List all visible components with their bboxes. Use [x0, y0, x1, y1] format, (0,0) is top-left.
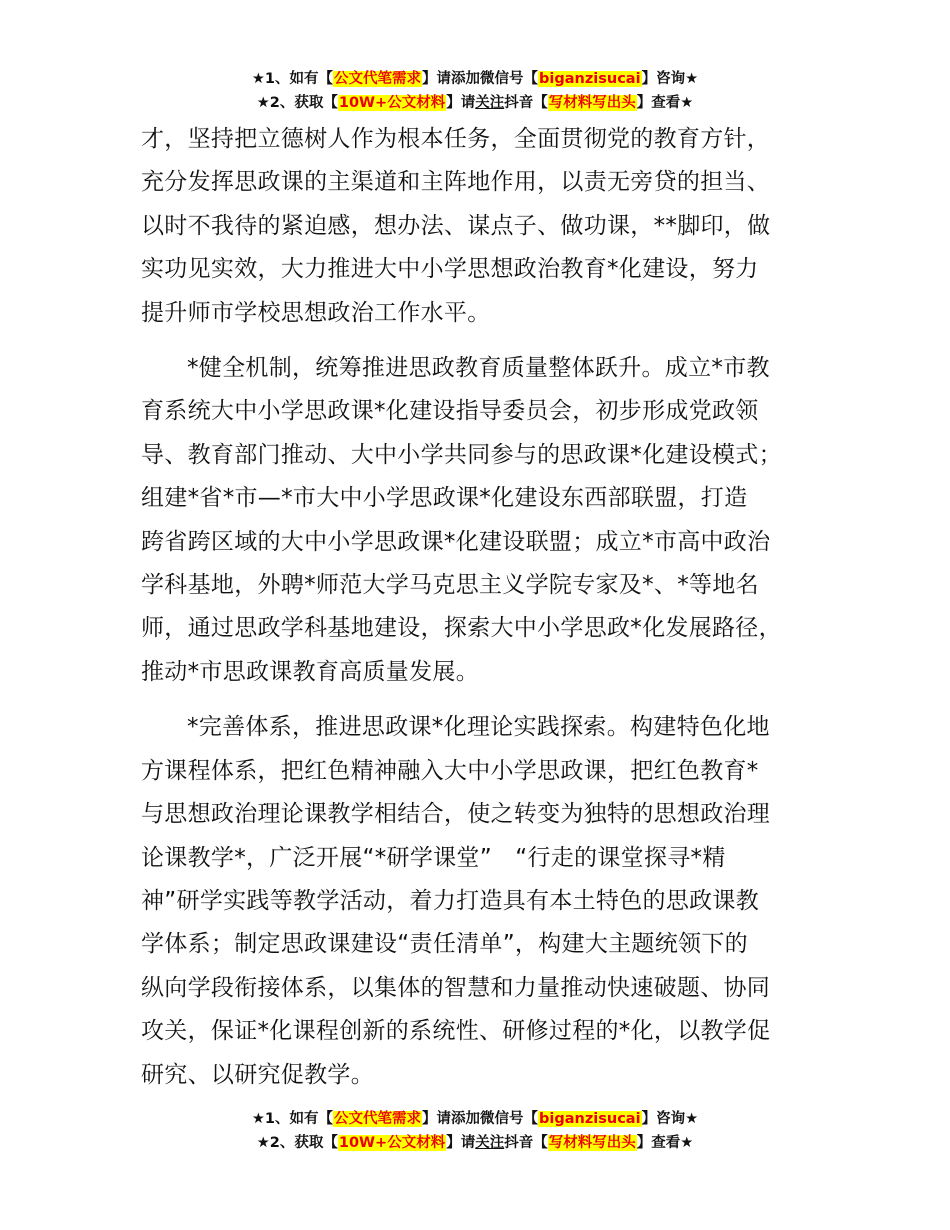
banner-text: 】咨询★ — [641, 1111, 699, 1127]
text-line: 提升师市学校思想政治工作水平。 — [141, 299, 491, 326]
text-line: *完善体系，推进思政课*化理论实践探索。构建特色化地 — [187, 714, 770, 741]
banner-text: 】请添加微信号【 — [422, 71, 539, 87]
text-line: 育系统大中小学思政课*化建设指导委员会，初步形成党政领 — [141, 398, 759, 425]
banner-text: ★2、获取【 — [256, 95, 338, 111]
header-line-1 — [0, 67, 950, 91]
text-line: 学科基地，外聘*师范大学马克思主义学院专家及*、*等地名 — [141, 572, 759, 599]
text-line: 组建*省*市—*市大中小学思政课*化建设东西部联盟，打造 — [141, 485, 748, 512]
highlight-account: 写材料写出头 — [548, 1135, 636, 1151]
banner-text: 】请添加微信号【 — [422, 1111, 539, 1127]
text-line: 学体系；制定思政课建设“责任清单”，构建大主题统领下的 — [141, 931, 748, 958]
banner-text: 】查看★ — [636, 95, 694, 111]
highlight-need: 公文代笔需求 — [334, 1111, 422, 1127]
highlight-need: 公文代笔需求 — [334, 71, 422, 87]
text-line: 实功见实效，大力推进大中小学思想政治教育*化建设，努力 — [141, 256, 759, 283]
body-text — [141, 118, 841, 1097]
text-line: *健全机制，统筹推进思政教育质量整体跃升。成立*市教 — [187, 355, 770, 382]
text-line: 研究、以研究促教学。 — [141, 1061, 374, 1088]
highlight-wechat-id: biganzisucai — [539, 1111, 641, 1127]
text-line: 攻关，保证*化课程创新的系统性、研修过程的*化，以教学促 — [141, 1018, 771, 1045]
banner-text: ★1、如有【 — [251, 1111, 334, 1127]
text-line: 才，坚持把立德树人作为根本任务，全面贯彻党的教育方针， — [141, 126, 771, 152]
banner-text: ★1、如有【 — [251, 71, 334, 87]
text-line: 充分发挥思政课的主渠道和主阵地作用，以责无旁贷的担当、 — [141, 169, 771, 196]
footer-banner — [0, 1107, 950, 1155]
highlight-material: 10W+公文材料 — [338, 1135, 446, 1151]
text-line: 纵向学段衔接体系，以集体的智慧和力量推动快速破题、协同 — [141, 974, 771, 1001]
banner-text: 抖音【 — [504, 95, 548, 111]
banner-text: ★2、获取【 — [256, 1135, 338, 1151]
text-line: 跨省跨区域的大中小学思政课*化建设联盟；成立*市高中政治 — [141, 528, 771, 555]
text-line: 推动*市思政课教育高质量发展。 — [141, 658, 479, 685]
text-line: 论课教学*，广泛开展“*研学课堂” “行走的课堂探寻*精 — [141, 844, 726, 871]
text-line: 神”研学实践等教学活动，着力打造具有本土特色的思政课教 — [141, 887, 760, 914]
paragraph-2 — [141, 347, 841, 694]
text-line: 方课程体系，把红色精神融入大中小学思政课，把红色教育* — [141, 757, 759, 784]
banner-text: 】请 — [446, 1135, 476, 1151]
header-banner — [0, 67, 950, 115]
follow-text: 关注 — [475, 95, 505, 111]
banner-text: 】咨询★ — [641, 71, 699, 87]
header-line-2 — [0, 91, 950, 115]
follow-text: 关注 — [475, 1135, 505, 1151]
text-line: 师，通过思政学科基地建设，探索大中小学思政*化发展路径， — [141, 615, 782, 642]
highlight-wechat-id: biganzisucai — [539, 71, 641, 87]
footer-line-1 — [0, 1107, 950, 1131]
text-line: 与思想政治理论课教学相结合，使之转变为独特的思想政治理 — [141, 801, 771, 828]
paragraph-1 — [141, 118, 841, 335]
text-line: 导、教育部门推动、大中小学共同参与的思政课*化建设模式； — [141, 441, 782, 468]
highlight-material: 10W+公文材料 — [338, 95, 446, 111]
text-line: 以时不我待的紧迫感，想办法、谋点子、做功课，**脚印，做 — [141, 212, 771, 239]
highlight-account: 写材料写出头 — [548, 95, 636, 111]
footer-line-2 — [0, 1131, 950, 1155]
banner-text: 】查看★ — [636, 1135, 694, 1151]
paragraph-3 — [141, 706, 841, 1097]
banner-text: 抖音【 — [504, 1135, 548, 1151]
banner-text: 】请 — [446, 95, 476, 111]
